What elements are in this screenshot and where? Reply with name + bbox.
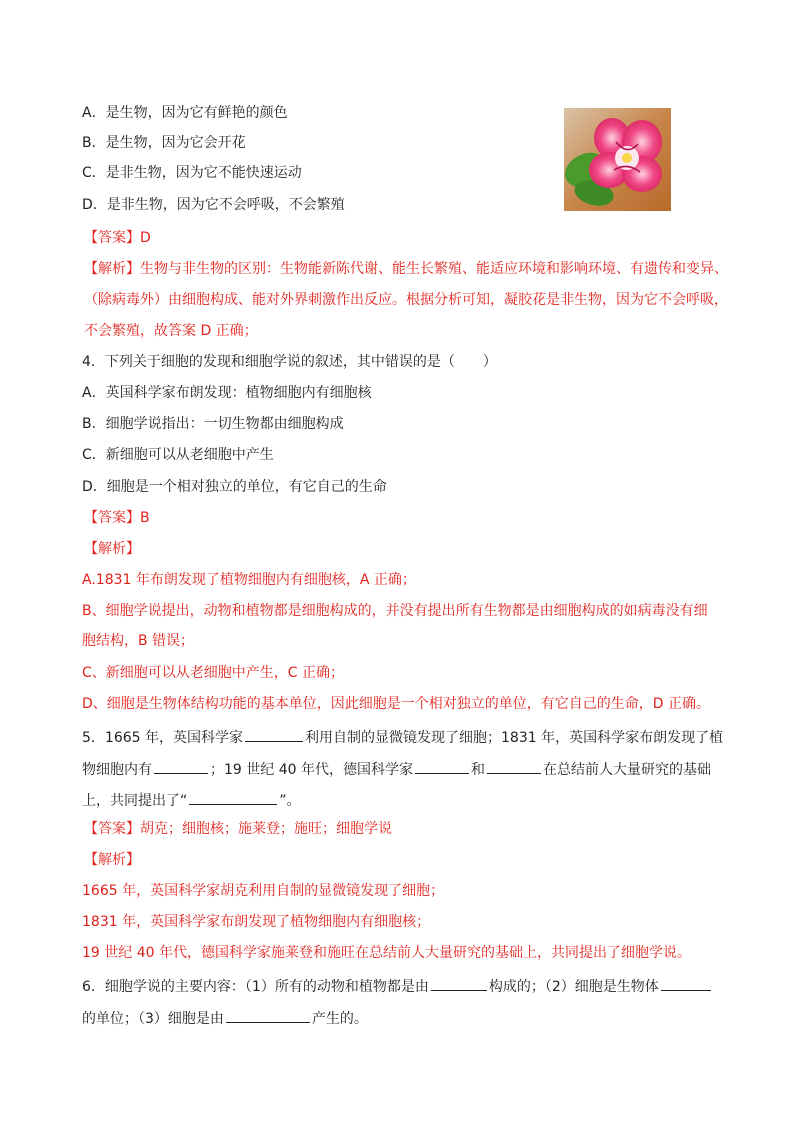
q6-stem-part-4: 产生的。 — [311, 1011, 368, 1027]
q5-stem-part-3: 物细胞内有 — [82, 762, 152, 778]
q5-blank-3 — [415, 758, 469, 774]
q4-stem: 4．下列关于细胞的发现和细胞学说的叙述，其中错误的是（ ） — [82, 354, 497, 370]
q4-analysis-text-4: C、新细胞可以从老细胞中产生，C 正确； — [82, 665, 344, 681]
q5-blank-4 — [487, 758, 541, 774]
q3-option-c: C．是非生物，因为它不能快速运动 — [82, 165, 302, 181]
q3-analysis-line-1 — [84, 259, 728, 279]
q6-stem-part-2: 构成的；（2）细胞是生物体 — [488, 979, 659, 995]
q6-blank-3 — [226, 1007, 310, 1023]
q6-stem-line-2 — [82, 1007, 368, 1029]
q5-stem-line-1 — [82, 726, 723, 748]
q5-analysis-text-2: 1831 年，英国科学家布朗发现了植物细胞内有细胞核； — [82, 914, 431, 930]
q5-stem-part-6: 在总结前人大量研究的基础 — [542, 762, 711, 778]
q3-answer: 【答案】D — [84, 230, 151, 246]
q5-analysis-text-3: 19 世纪 40 年代，德国科学家施莱登和施旺在总结前人大量研究的基础上，共同提出了细胞学说。 — [82, 945, 691, 961]
q5-analysis-tag: 【解析】 — [84, 852, 140, 868]
q3-analysis-text-2: （除病毒外）由细胞构成、能对外界刺激作出反应。根据分析可知，凝胶花是非生物，因为它不会呼吸， — [84, 292, 728, 308]
q5-stem-part-7: 上，共同提出了“ — [82, 793, 188, 809]
q4-option-d: D．细胞是一个相对独立的单位，有它自己的生命 — [82, 479, 387, 495]
q5-stem-line-2 — [82, 758, 711, 780]
q4-analysis-text-2: B、细胞学说提出，动物和植物都是细胞构成的，并没有提出所有生物都是由细胞构成的如病毒没有细 — [82, 603, 708, 619]
q3-option-b: B．是生物，因为它会开花 — [82, 135, 246, 151]
q3-option-d: D．是非生物，因为它不会呼吸，不会繁殖 — [82, 197, 345, 213]
q4-analysis-text-1: A.1831 年布朗发现了植物细胞内有细胞核，A 正确； — [82, 572, 416, 588]
q5-stem-line-3 — [82, 789, 301, 811]
q4-analysis-tag: 【解析】 — [84, 541, 140, 557]
q6-blank-1 — [431, 975, 487, 991]
q6-stem-part-3: 的单位；（3）细胞是由 — [82, 1011, 224, 1027]
q6-blank-2 — [661, 975, 711, 991]
q3-analysis-text-1: 生物与非生物的区别：生物能新陈代谢、能生长繁殖、能适应环境和影响环境、有遗传和变异、 — [140, 261, 728, 277]
q5-stem-part-5: 和 — [470, 762, 485, 778]
q5-stem-part-4: ；19 世纪 40 年代，德国科学家 — [210, 762, 413, 778]
gel-flower-image — [564, 108, 671, 211]
q5-answer — [84, 819, 392, 839]
q5-answer-tag: 【答案】 — [84, 821, 140, 837]
q6-stem-line-1 — [82, 975, 713, 997]
q5-analysis-text-1: 1665 年，英国科学家胡克利用自制的显微镜发现了细胞； — [82, 883, 445, 899]
q5-blank-2 — [154, 758, 208, 774]
q4-analysis-text-5: D、细胞是生物体结构功能的基本单位，因此细胞是一个相对独立的单位，有它自己的生命，D 正确。 — [82, 696, 711, 712]
q3-option-a: A．是生物，因为它有鲜艳的颜色 — [82, 105, 288, 121]
q4-option-b: B．细胞学说指出：一切生物都由细胞构成 — [82, 416, 344, 432]
q5-answer-text: 胡克；细胞核；施莱登；施旺；细胞学说 — [140, 821, 392, 837]
q5-stem-part-8: ”。 — [279, 793, 301, 809]
q4-option-c: C．新细胞可以从老细胞中产生 — [82, 447, 274, 463]
q5-blank-5 — [189, 789, 277, 805]
q4-option-a: A．英国科学家布朗发现：植物细胞内有细胞核 — [82, 385, 372, 401]
q5-stem-part-2: 利用自制的显微镜发现了细胞；1831 年，英国科学家布朗发现了植 — [305, 730, 724, 746]
q6-stem-part-1: 6．细胞学说的主要内容：（1）所有的动物和植物都是由 — [82, 979, 429, 995]
q4-analysis-text-3: 胞结构，B 错误； — [82, 633, 195, 649]
q3-analysis-text-3: 不会繁殖，故答案 D 正确； — [84, 323, 258, 339]
q5-blank-1 — [245, 726, 303, 742]
q4-answer: 【答案】B — [84, 510, 150, 526]
q5-stem-part-1: 5．1665 年，英国科学家 — [82, 730, 243, 746]
q3-analysis-tag: 【解析】 — [84, 261, 140, 277]
